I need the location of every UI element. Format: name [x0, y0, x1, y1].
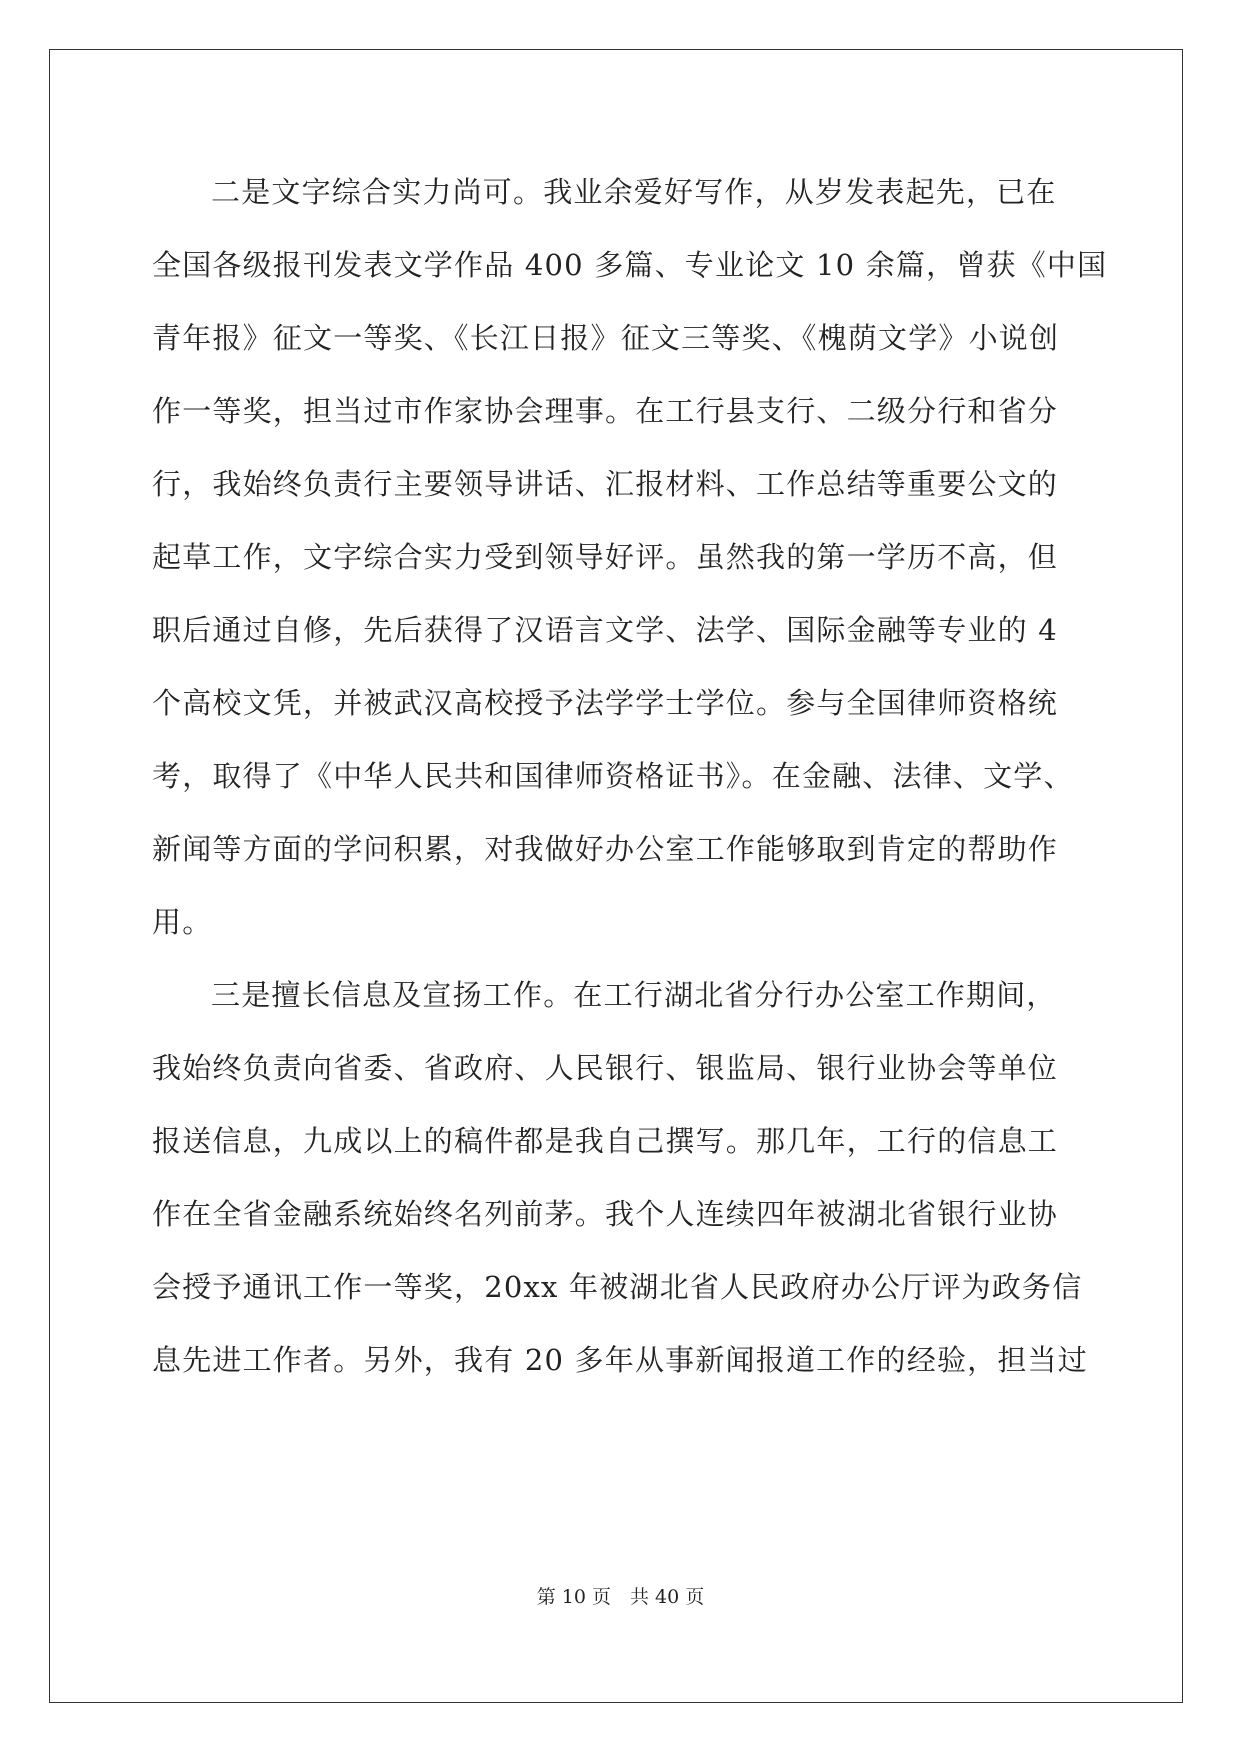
paragraph-1-line-5: 行，我始终负责行主要领导讲话、汇报材料、工作总结等重要公文的 — [152, 467, 1059, 501]
paragraph-1-line-3: 青年报》征文一等奖、《长江日报》征文三等奖、《槐荫文学》小说创 — [152, 321, 1060, 355]
paragraph-2-line-6: 息先进工作者。另外，我有 20 多年从事新闻报道工作的经验，担当过 — [152, 1343, 1088, 1377]
paragraph-1-line-7: 职后通过自修，先后获得了汉语言文学、法学、国际金融等专业的 4 — [152, 613, 1058, 647]
paragraph-1-line-4: 作一等奖，担当过市作家协会理事。在工行县支行、二级分行和省分 — [152, 394, 1059, 428]
paragraph-2-line-1: 三是擅长信息及宣扬工作。在工行湖北省分行办公室工作期间， — [211, 978, 1057, 1012]
paragraph-2-line-4: 作在全省金融系统始终名列前茅。我个人连续四年被湖北省银行业协 — [152, 1197, 1059, 1231]
page-number-footer: 第 10 页 共 40 页 — [536, 1586, 705, 1608]
paragraph-2-line-2: 我始终负责向省委、省政府、人民银行、银监局、银行业协会等单位 — [152, 1051, 1059, 1085]
paragraph-1-line-8: 个高校文凭，并被武汉高校授予法学学士学位。参与全国律师资格统 — [152, 686, 1059, 720]
paragraph-2-line-5: 会授予通讯工作一等奖，20xx 年被湖北省人民政府办公厅评为政务信 — [152, 1270, 1083, 1304]
paragraph-1-line-2: 全国各级报刊发表文学作品 400 多篇、专业论文 10 余篇，曾获《中国 — [152, 248, 1108, 282]
paragraph-1-line-6: 起草工作，文字综合实力受到领导好评。虽然我的第一学历不高，但 — [152, 540, 1059, 574]
paragraph-1-line-9: 考，取得了《中华人民共和国律师资格证书》。在金融、法律、文学、 — [152, 759, 1074, 793]
paragraph-1-line-10: 新闻等方面的学问积累，对我做好办公室工作能够取到肯定的帮助作 — [152, 832, 1059, 866]
paragraph-1-line-1: 二是文字综合实力尚可。我业余爱好写作，从岁发表起先，已在 — [211, 175, 1057, 209]
paragraph-2-line-3: 报送信息，九成以上的稿件都是我自己撰写。那几年，工行的信息工 — [152, 1124, 1059, 1158]
page-border — [49, 49, 1183, 1703]
paragraph-1-line-11: 用。 — [152, 905, 213, 939]
